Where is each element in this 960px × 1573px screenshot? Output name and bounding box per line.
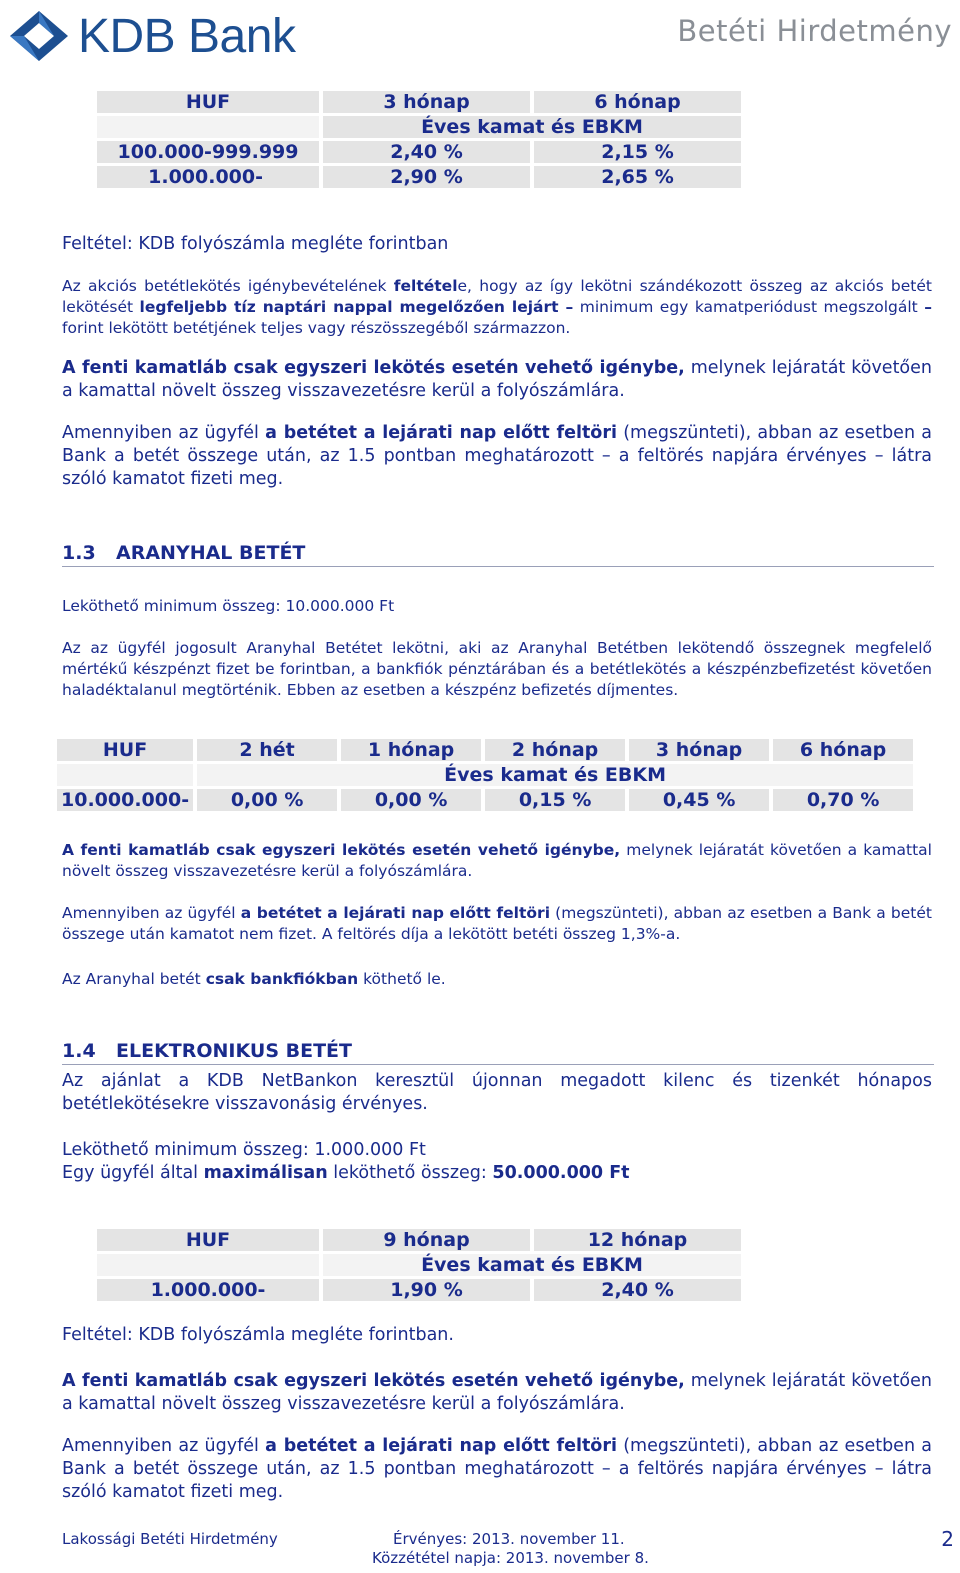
paragraph: Amennyiben az ügyfél a betétet a lejárati nap előtt feltöri (megszünteti), abban az esetben a Bank a betét összege után, az 1.5 pontban meghatározott – a feltörés napjára érvényes – látra szóló kamatot fizeti meg. [62,1436,932,1502]
table-cell: 2,15 % [534,141,741,163]
minimum-amount: Leköthető minimum összeg: 10.000.000 Ft [62,597,395,615]
table-row [97,166,741,188]
table-cell: HUF [97,91,319,113]
table-cell-empty [57,764,193,786]
maximum-amount: Egy ügyfél által maximálisan leköthető összeg: 50.000.000 Ft [62,1163,630,1183]
paragraph: A fenti kamatláb csak egyszeri lekötés esetén vehető igénybe, melynek lejáratát követően a kamattal növelt összeg visszavezetésre kerül a folyószámlára. [62,841,932,880]
kdb-diamond-icon [8,9,70,63]
section-heading-1-3: 1.3 ARANYHAL BETÉT [62,542,934,567]
paragraph: A fenti kamatláb csak egyszeri lekötés esetén vehető igénybe, melynek lejáratát követően a kamattal növelt összeg visszavezetésre kerül a folyószámlára. [62,358,932,401]
table-cell: 6 hónap [773,739,913,761]
table-cell: 0,70 % [773,789,913,811]
table-cell: 6 hónap [534,91,741,113]
table-subheader-row [97,1254,741,1276]
table-subheader-row [57,764,913,786]
paragraph: A fenti kamatláb csak egyszeri lekötés esetén vehető igénybe, melynek lejáratát követően a kamattal növelt összeg visszavezetésre kerül a folyószámlára. [62,1371,932,1414]
rate-table-aranyhal [53,736,917,814]
table-cell: 1.000.000- [97,1279,319,1301]
table-cell: 100.000-999.999 [97,141,319,163]
table-cell: 2,40 % [534,1279,741,1301]
table-cell: 10.000.000- [57,789,193,811]
minimum-amount: Leköthető minimum összeg: 1.000.000 Ft [62,1140,426,1160]
table-subheader-row [97,116,741,138]
table-subheader: Éves kamat és EBKM [323,116,741,138]
document-title: Betéti Hirdetmény [677,14,952,48]
logo-text: KDB Bank [78,9,296,63]
table-cell: 2 hét [197,739,337,761]
table-cell: 0,00 % [341,789,481,811]
footer-left: Lakossági Betéti Hirdetmény [62,1530,278,1548]
kdb-bank-logo [8,8,295,64]
table-cell: 9 hónap [323,1229,530,1251]
table-header-row [97,91,741,113]
rate-table-1 [93,88,745,191]
table-cell: 3 hónap [629,739,769,761]
page-number: 2 [941,1527,954,1551]
footer-valid-date: Érvényes: 2013. november 11. [393,1530,625,1548]
table-subheader: Éves kamat és EBKM [323,1254,741,1276]
table-cell: 1.000.000- [97,166,319,188]
section-heading-1-4: 1.4 ELEKTRONIKUS BETÉT [62,1040,934,1065]
table-cell: HUF [97,1229,319,1251]
table-cell: 1 hónap [341,739,481,761]
footer-published-date: Közzététel napja: 2013. november 8. [372,1549,649,1567]
table-cell: HUF [57,739,193,761]
table-cell: 0,00 % [197,789,337,811]
paragraph: Az Aranyhal betét csak bankfiókban köthető le. [62,970,446,988]
table-row [57,789,913,811]
table-cell: 2,90 % [323,166,530,188]
table-cell: 3 hónap [323,91,530,113]
table-subheader: Éves kamat és EBKM [197,764,913,786]
table-cell: 0,15 % [485,789,625,811]
table-cell-empty [97,116,319,138]
table-row [97,1279,741,1301]
paragraph: Amennyiben az ügyfél a betétet a lejárati nap előtt feltöri (megszünteti), abban az esetben a Bank a betét összege után, az 1.5 pontban meghatározott – a feltörés napjára érvényes – látra szóló kamatot fizeti meg. [62,423,932,489]
table-header-row [57,739,913,761]
paragraph: Az ajánlat a KDB NetBankon keresztül újonnan megadott kilenc és tizenkét hónapos betétlekötésekre visszavonásig érvényes. [62,1071,932,1114]
table-header-row [97,1229,741,1251]
table-cell-empty [97,1254,319,1276]
paragraph: Amennyiben az ügyfél a betétet a lejárati nap előtt feltöri (megszünteti), abban az esetben a Bank a betét összege után kamatot nem fizet. A feltörés díja a lekötött betéti összeg 1,3%-a. [62,904,932,943]
condition-text: Feltétel: KDB folyószámla megléte forintban. [62,1325,454,1345]
paragraph: Az akciós betétlekötés igénybevételének feltétele, hogy az így lekötni szándékozott összeg az akciós betét lekötését legfeljebb tíz naptári nappal megelőzően lejárt – minimum egy kamatperiódust megszolgált – forint lekötött betétjének teljes vagy részösszegéből származzon. [62,277,932,337]
paragraph: Az az ügyfél jogosult Aranyhal Betétet lekötni, aki az Aranyhal Betétben lekötendő összegnek megfelelő mértékű készpénzt fizet be forintban, a bankfiók pénztárában és a betétlekötés a készpénzbefizetést követően haladéktalanul megtörténik. Ebben az esetben a készpénz befizetés díjmentes. [62,639,932,699]
table-cell: 2,65 % [534,166,741,188]
table-cell: 1,90 % [323,1279,530,1301]
table-row [97,141,741,163]
rate-table-elektronikus [93,1226,745,1304]
condition-text: Feltétel: KDB folyószámla megléte forintban [62,234,449,254]
table-cell: 2,40 % [323,141,530,163]
table-cell: 12 hónap [534,1229,741,1251]
table-cell: 2 hónap [485,739,625,761]
table-cell: 0,45 % [629,789,769,811]
